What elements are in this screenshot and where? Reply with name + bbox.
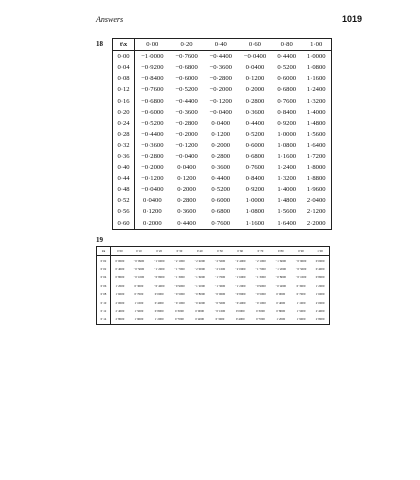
table-cell: −0·5000 bbox=[295, 266, 307, 271]
table-header-row bbox=[97, 247, 330, 256]
table-cell: 0·7600 bbox=[245, 164, 265, 172]
table-cell: 1·1600 bbox=[306, 75, 326, 83]
table-cell: 0·8000 bbox=[276, 308, 286, 313]
column-header-x: 0·40 bbox=[204, 39, 238, 51]
table-cell: 0·5200 bbox=[211, 186, 231, 194]
row-header-t: 0·12 bbox=[113, 84, 135, 95]
row-header-t: 0·06 bbox=[97, 282, 111, 290]
table-cell: 0·7000 bbox=[175, 317, 184, 322]
table-cell: −1·0000 bbox=[141, 53, 164, 61]
table-cell: −1·2000 bbox=[153, 266, 165, 271]
table-cell: −0·1000 bbox=[133, 275, 145, 280]
table-cell: 0·6000 bbox=[245, 141, 265, 149]
table-cell: 0·3000 bbox=[215, 317, 225, 322]
table-cell: −0·5000 bbox=[255, 292, 266, 297]
table-cell: 0·0400 bbox=[245, 64, 265, 72]
table-cell: −0·4000 bbox=[194, 300, 205, 305]
table-row bbox=[113, 118, 332, 129]
table-cell: 1·1000 bbox=[296, 300, 306, 305]
table-cell: 0·2000 bbox=[245, 86, 265, 94]
table-cell: 2·2000 bbox=[306, 219, 326, 227]
table-cell: 0·0000 bbox=[115, 258, 125, 263]
table-cell: 1·2000 bbox=[276, 317, 286, 322]
table-cell: 1·4000 bbox=[277, 186, 297, 194]
column-header-x: 1·00 bbox=[311, 247, 329, 256]
table-cell: 0·0000 bbox=[315, 258, 325, 263]
table-cell: 0·4000 bbox=[195, 317, 205, 322]
table-cell: −2·0000 bbox=[234, 266, 246, 271]
table-cell: 0·7000 bbox=[134, 292, 144, 297]
table-cell: 0·0000 bbox=[235, 308, 245, 313]
row-header-t: 0·14 bbox=[97, 315, 111, 324]
table-cell: 1·9000 bbox=[134, 317, 144, 322]
table-cell: −2·1000 bbox=[255, 258, 266, 263]
table-cell: −1·6000 bbox=[234, 275, 246, 280]
table-row bbox=[113, 218, 332, 230]
table-cell: −0·5000 bbox=[214, 300, 226, 305]
table-cell: 0·3000 bbox=[175, 308, 184, 313]
row-header-t: 0·40 bbox=[113, 162, 135, 173]
table-cell: 1·8800 bbox=[306, 175, 326, 183]
table-cell: 1·3200 bbox=[277, 175, 297, 183]
table-cell: 2·0000 bbox=[115, 300, 125, 305]
table-cell: 1·1600 bbox=[245, 219, 265, 227]
table-cell: 1·6000 bbox=[115, 292, 125, 297]
table-cell: 1·4800 bbox=[306, 119, 326, 127]
table-cell: 1·5000 bbox=[134, 308, 144, 313]
table-cell: 0·4000 bbox=[235, 317, 245, 322]
table-cell: 1·9600 bbox=[306, 186, 326, 194]
row-header-t: 0·52 bbox=[113, 195, 135, 206]
table-cell: −1·2000 bbox=[234, 283, 246, 288]
table-cell: 1·2000 bbox=[115, 283, 125, 288]
table-cell: −0·1000 bbox=[255, 300, 266, 305]
table-cell: −0·3600 bbox=[209, 64, 232, 72]
table-cell: −1·6000 bbox=[194, 275, 205, 280]
table-cell: −0·6000 bbox=[141, 108, 164, 116]
column-header-x: 0·80 bbox=[271, 247, 291, 256]
row-header-t: 0·04 bbox=[97, 273, 111, 281]
table-cell: −0·9000 bbox=[255, 283, 266, 288]
table-cell: −0·6000 bbox=[175, 75, 198, 83]
table-row bbox=[113, 95, 332, 106]
table-cell: −0·3600 bbox=[141, 141, 164, 149]
corner-header-cell: t\x bbox=[113, 39, 135, 51]
table-cell: 1·5600 bbox=[306, 130, 326, 138]
row-header-t: 0·10 bbox=[97, 298, 111, 306]
table-cell: 0·2800 bbox=[177, 197, 196, 205]
table-cell: −0·4400 bbox=[141, 130, 164, 138]
table-cell: −0·2000 bbox=[141, 164, 164, 172]
table-cell: 0·8000 bbox=[315, 275, 325, 280]
table-cell: 0·3000 bbox=[134, 283, 144, 288]
row-header-t: 0·32 bbox=[113, 140, 135, 151]
table-cell: 1·2400 bbox=[277, 164, 297, 172]
table-cell: −2·4000 bbox=[234, 258, 246, 263]
table-cell: 1·5600 bbox=[277, 208, 297, 216]
table-cell: 0·8000 bbox=[154, 308, 164, 313]
table-cell: 0·0000 bbox=[195, 308, 205, 313]
table-cell: −2·0000 bbox=[194, 266, 205, 271]
table-cell: 1·2000 bbox=[315, 283, 325, 288]
table-cell: −0·4400 bbox=[209, 53, 232, 61]
table-cell: 1·6400 bbox=[306, 141, 326, 149]
table-cell: 0·6800 bbox=[211, 208, 231, 216]
column-header-x: 0·10 bbox=[129, 247, 149, 256]
row-header-t: 0·04 bbox=[113, 62, 135, 73]
table-cell: −0·6800 bbox=[175, 64, 198, 72]
page-number: 1019 bbox=[342, 14, 363, 24]
table-cell: −0·7600 bbox=[141, 86, 164, 94]
corner-header-cell: t\x bbox=[97, 247, 111, 256]
table-cell: −0·5200 bbox=[141, 119, 164, 127]
column-header-x: 0·60 bbox=[238, 39, 272, 51]
running-header-section: Answers bbox=[96, 15, 124, 24]
column-header-x: 0·20 bbox=[149, 247, 169, 256]
table-cell: 0·1200 bbox=[245, 75, 265, 83]
row-header-t: 0·44 bbox=[113, 173, 135, 184]
table-cell: 0·3600 bbox=[245, 108, 265, 116]
table-cell: −0·7600 bbox=[175, 53, 198, 61]
table-row bbox=[97, 282, 330, 290]
table-cell: 0·2000 bbox=[211, 141, 231, 149]
table-cell: −2·1000 bbox=[214, 266, 226, 271]
table-cell: 0·0400 bbox=[211, 119, 231, 127]
table-header-row bbox=[113, 39, 332, 51]
table-cell: 0·7600 bbox=[211, 219, 231, 227]
row-header-t: 0·48 bbox=[113, 184, 135, 195]
table-row bbox=[97, 265, 330, 273]
table-cell: −0·9000 bbox=[214, 292, 226, 297]
table-cell: −0·1200 bbox=[175, 141, 198, 149]
column-header-x: 0·70 bbox=[250, 247, 270, 256]
table-cell: 2·0000 bbox=[315, 300, 325, 305]
table-cell: −1·7000 bbox=[174, 266, 185, 271]
problem-18-table bbox=[112, 38, 332, 230]
row-header-t: 0·02 bbox=[97, 265, 111, 273]
table-cell: 1·2000 bbox=[154, 317, 164, 322]
column-header-x: 0·40 bbox=[190, 247, 210, 256]
table-row bbox=[97, 315, 330, 324]
table-row bbox=[113, 140, 332, 151]
table-cell: 0·4000 bbox=[154, 300, 164, 305]
table-cell: 0·6800 bbox=[277, 86, 297, 94]
table-cell: −0·4000 bbox=[153, 283, 165, 288]
table-cell: 0·3000 bbox=[256, 308, 265, 313]
column-header-x: 0·00 bbox=[135, 39, 170, 51]
table-row bbox=[97, 307, 330, 315]
table-cell: 0·9200 bbox=[277, 119, 297, 127]
table-cell: 1·6000 bbox=[315, 292, 325, 297]
table-row bbox=[113, 51, 332, 63]
table-cell: −0·2000 bbox=[209, 86, 232, 94]
row-header-t: 0·60 bbox=[113, 218, 135, 230]
table-cell: 0·8400 bbox=[245, 175, 265, 183]
table-cell: −1·6000 bbox=[275, 258, 287, 263]
table-cell: −0·0400 bbox=[175, 152, 198, 160]
table-cell: 0·2800 bbox=[211, 152, 231, 160]
table-cell: −0·3600 bbox=[175, 108, 198, 116]
table-cell: 0·8000 bbox=[115, 275, 125, 280]
table-cell: 0·5200 bbox=[277, 64, 297, 72]
table-cell: 0·7600 bbox=[277, 97, 297, 105]
column-header-x: 1·00 bbox=[301, 39, 331, 51]
table-cell: −0·2800 bbox=[209, 75, 232, 83]
table-cell: −1·6000 bbox=[153, 258, 165, 263]
column-header-x: 0·20 bbox=[169, 39, 203, 51]
table-cell: 0·4000 bbox=[315, 266, 325, 271]
table-row bbox=[113, 206, 332, 217]
table-cell: 2·4000 bbox=[115, 308, 125, 313]
table-row bbox=[113, 184, 332, 195]
table-cell: −0·8000 bbox=[194, 292, 205, 297]
table-cell: 0·0000 bbox=[154, 292, 164, 297]
table-cell: 0·1200 bbox=[177, 175, 196, 183]
table-cell: 1·4000 bbox=[306, 108, 326, 116]
row-header-t: 0·20 bbox=[113, 107, 135, 118]
row-header-t: 0·00 bbox=[113, 51, 135, 63]
table-cell: 1·0800 bbox=[306, 64, 326, 72]
table-cell: 0·4400 bbox=[177, 219, 196, 227]
table-cell: −0·9200 bbox=[141, 64, 164, 72]
table-cell: 0·4000 bbox=[115, 266, 125, 271]
table-cell: 1·1600 bbox=[277, 152, 297, 160]
table-cell: −0·0400 bbox=[141, 186, 164, 194]
table-row bbox=[113, 73, 332, 84]
table-cell: −1·2000 bbox=[275, 266, 287, 271]
table-cell: −0·9000 bbox=[174, 283, 185, 288]
table-cell: −1·3000 bbox=[255, 275, 266, 280]
problem-19-table bbox=[96, 246, 330, 325]
table-cell: 0·1200 bbox=[211, 130, 231, 138]
table-cell: 2·8000 bbox=[115, 317, 125, 322]
column-header-x: 0·90 bbox=[291, 247, 311, 256]
table-cell: −0·2000 bbox=[175, 130, 198, 138]
table-cell: −0·8000 bbox=[234, 292, 246, 297]
table-cell: −0·2800 bbox=[141, 152, 164, 160]
row-header-t: 0·12 bbox=[97, 307, 111, 315]
table-row bbox=[97, 298, 330, 306]
table-row bbox=[113, 195, 332, 206]
table-cell: −2·5000 bbox=[214, 258, 226, 263]
table-cell: −0·8000 bbox=[275, 275, 287, 280]
table-cell: −0·4000 bbox=[234, 300, 246, 305]
table-cell: 1·6400 bbox=[277, 219, 297, 227]
table-row bbox=[113, 162, 332, 173]
table-cell: 0·4400 bbox=[211, 175, 231, 183]
column-header-x: 0·60 bbox=[230, 247, 250, 256]
table-cell: 0·3600 bbox=[177, 208, 196, 216]
table-cell: −0·4000 bbox=[275, 283, 287, 288]
table-cell: 1·5000 bbox=[296, 308, 306, 313]
table-cell: −0·1000 bbox=[214, 308, 226, 313]
table-cell: −0·9900 bbox=[133, 258, 145, 263]
table-cell: 0·4400 bbox=[277, 53, 297, 61]
column-header-x: 0·80 bbox=[272, 39, 301, 51]
row-header-t: 0·56 bbox=[113, 206, 135, 217]
table-cell: 0·7000 bbox=[256, 317, 265, 322]
table-cell: 0·2000 bbox=[177, 186, 196, 194]
row-header-t: 0·08 bbox=[113, 73, 135, 84]
table-row bbox=[113, 62, 332, 73]
table-cell: −1·7000 bbox=[255, 266, 266, 271]
table-cell: −0·0400 bbox=[209, 108, 232, 116]
table-cell: 1·8000 bbox=[306, 164, 326, 172]
table-cell: 1·0000 bbox=[306, 53, 326, 61]
table-cell: −1·3000 bbox=[174, 275, 185, 280]
table-cell: 0·2000 bbox=[142, 219, 162, 227]
table-cell: 1·0800 bbox=[277, 141, 297, 149]
table-cell: −0·6800 bbox=[141, 97, 164, 105]
table-cell: 1·2400 bbox=[306, 86, 326, 94]
table-cell: 1·0800 bbox=[245, 208, 265, 216]
table-cell: 0·0400 bbox=[177, 164, 196, 172]
table-cell: −1·3000 bbox=[214, 283, 226, 288]
column-header-x: 0·30 bbox=[169, 247, 189, 256]
row-header-t: 0·24 bbox=[113, 118, 135, 129]
table-cell: 2·4000 bbox=[315, 308, 325, 313]
table-cell: 1·1000 bbox=[134, 300, 144, 305]
table-cell: 0·0400 bbox=[142, 197, 162, 205]
table-row bbox=[97, 256, 330, 265]
table-cell: 0·6800 bbox=[245, 152, 265, 160]
table-cell: −0·5000 bbox=[174, 292, 185, 297]
table-cell: 0·8400 bbox=[277, 108, 297, 116]
table-cell: 2·0400 bbox=[306, 197, 326, 205]
table-cell: −1·7000 bbox=[214, 275, 226, 280]
row-header-t: 0·36 bbox=[113, 151, 135, 162]
table-cell: 1·0000 bbox=[245, 197, 265, 205]
table-cell: −0·4400 bbox=[175, 97, 198, 105]
table-cell: −2·4000 bbox=[194, 258, 205, 263]
table-cell: 1·3200 bbox=[306, 97, 326, 105]
table-cell: 1·4800 bbox=[277, 197, 297, 205]
table-cell: −0·1000 bbox=[174, 300, 185, 305]
table-row bbox=[97, 290, 330, 298]
table-cell: 1·0000 bbox=[277, 130, 297, 138]
table-cell: 1·9000 bbox=[296, 317, 306, 322]
problem-19-label: 19 bbox=[96, 236, 103, 244]
table-cell: −0·5000 bbox=[133, 266, 145, 271]
table-cell: 0·2800 bbox=[245, 97, 265, 105]
table-cell: 0·3600 bbox=[211, 164, 231, 172]
table-cell: −1·2000 bbox=[194, 283, 205, 288]
table-cell: 0·7000 bbox=[296, 292, 306, 297]
table-cell: 0·5200 bbox=[245, 130, 265, 138]
table-cell: 0·6000 bbox=[211, 197, 231, 205]
row-header-t: 0·16 bbox=[113, 95, 135, 106]
table-cell: −0·1000 bbox=[295, 275, 307, 280]
table-cell: 0·9200 bbox=[245, 186, 265, 194]
table-cell: 0·3000 bbox=[296, 283, 306, 288]
column-header-x: 0·50 bbox=[210, 247, 230, 256]
table-cell: 0·4000 bbox=[276, 300, 286, 305]
table-cell: 2·8000 bbox=[315, 317, 325, 322]
table-cell: 0·0000 bbox=[276, 292, 286, 297]
problem-18-label: 18 bbox=[96, 40, 103, 48]
table-cell: −2·1000 bbox=[174, 258, 185, 263]
table-cell: −0·2800 bbox=[175, 119, 198, 127]
table-cell: −0·1200 bbox=[141, 175, 164, 183]
table-row bbox=[113, 129, 332, 140]
table-row bbox=[113, 84, 332, 95]
table-cell: −0·0400 bbox=[243, 53, 267, 61]
table-row bbox=[113, 107, 332, 118]
row-header-t: 0·28 bbox=[113, 129, 135, 140]
table-cell: −0·1200 bbox=[209, 97, 232, 105]
table-cell: −0·5200 bbox=[175, 86, 198, 94]
row-header-t: 0·02 bbox=[97, 256, 111, 265]
table-row bbox=[113, 173, 332, 184]
row-header-t: 0·08 bbox=[97, 290, 111, 298]
table-cell: −0·9000 bbox=[295, 258, 307, 263]
table-cell: −0·8000 bbox=[153, 275, 165, 280]
table-cell: 0·4400 bbox=[245, 119, 265, 127]
table-row bbox=[113, 151, 332, 162]
table-cell: 2·1200 bbox=[306, 208, 326, 216]
table-cell: −0·8400 bbox=[141, 75, 164, 83]
table-row bbox=[97, 273, 330, 281]
table-cell: 0·6000 bbox=[277, 75, 297, 83]
table-cell: 0·1200 bbox=[142, 208, 162, 216]
column-header-x: 0·00 bbox=[111, 247, 129, 256]
table-cell: 1·7200 bbox=[306, 152, 326, 160]
